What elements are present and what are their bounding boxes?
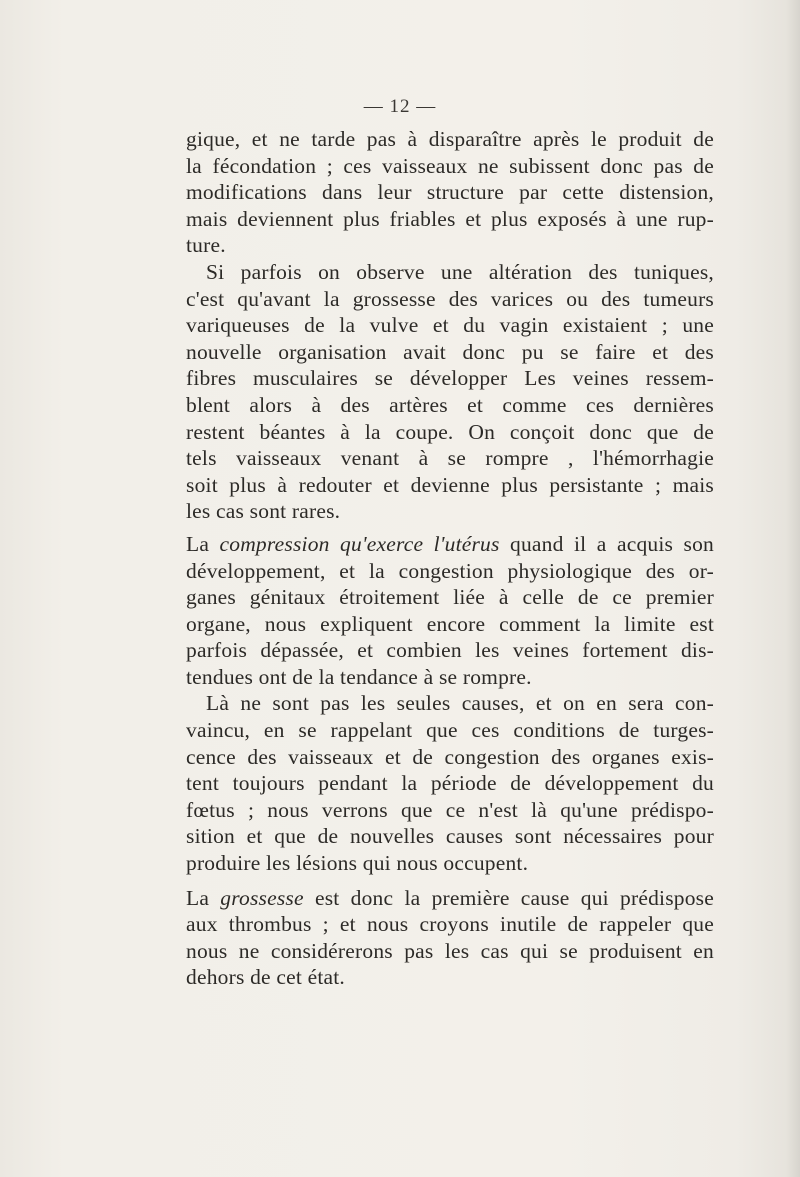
- text-run: La: [186, 531, 220, 556]
- text-line: parfois dépassée, et combien les veines fortement dis-: [186, 638, 714, 663]
- text-line: tendues ont de la tendance à se rompre.: [186, 664, 532, 689]
- text-line: aux thrombus ; et nous croyons inutile de rappeler que: [186, 912, 714, 937]
- paragraph-4: [186, 690, 714, 876]
- paragraph-5: [186, 885, 714, 991]
- text-line: fibres musculaires se développer Les veines ressem-: [186, 366, 714, 391]
- text-line: les cas sont rares.: [186, 499, 341, 524]
- page-number: — 12 —: [363, 96, 437, 117]
- page-edge-shadow: [786, 0, 800, 1177]
- text-line: variqueuses de la vulve et du vagin existaient ; une: [186, 313, 714, 338]
- text-line: tent toujours pendant la période de développement du: [186, 771, 714, 796]
- paragraph-1: [186, 126, 714, 259]
- text-line: développement, et la congestion physiologique des or-: [186, 558, 714, 583]
- text-line: gique, et ne tarde pas à disparaître après le produit de: [186, 127, 714, 151]
- text-line: la fécondation ; ces vaisseaux ne subissent donc pas de: [186, 153, 714, 178]
- text-line: produire les lésions qui nous occupent.: [186, 851, 529, 876]
- text-line: [186, 885, 714, 912]
- text-run: quand il a acquis son: [499, 531, 715, 556]
- emphasis-text: compression qu'exerce l'utérus: [219, 531, 500, 556]
- text-line: fœtus ; nous verrons que ce n'est là qu'une prédispo-: [186, 797, 714, 822]
- emphasis-text: grossesse: [220, 885, 304, 910]
- text-line: nouvelle organisation avait donc pu se faire et des: [186, 339, 714, 364]
- text-line: vaincu, en se rappelant que ces conditions de turges-: [186, 718, 714, 743]
- text-line: restent béantes à la coupe. On conçoit donc que de: [186, 419, 714, 444]
- text-line: organe, nous expliquent encore comment la limite est: [186, 611, 714, 636]
- text-line: modifications dans leur structure par cette distension,: [186, 180, 714, 205]
- text-line: [186, 531, 714, 558]
- paragraph-3: [186, 531, 714, 691]
- text-run: La: [186, 885, 221, 910]
- text-line: ture.: [186, 233, 226, 258]
- paragraph-2: [186, 259, 714, 525]
- text-line: Si parfois on observe une altération des tuniques,: [206, 259, 714, 284]
- text-line: sition et que de nouvelles causes sont nécessaires pour: [186, 824, 714, 849]
- text-line: Là ne sont pas les seules causes, et on en sera con-: [206, 691, 714, 716]
- body-text: [186, 126, 714, 991]
- text-line: ganes génitaux étroitement liée à celle de ce premier: [186, 585, 714, 610]
- text-line: cence des vaisseaux et de congestion des organes exis-: [186, 744, 714, 769]
- text-line: nous ne considérerons pas les cas qui se produisent en: [186, 938, 714, 963]
- text-line: blent alors à des artères et comme ces dernières: [186, 392, 714, 417]
- text-line: dehors de cet état.: [186, 965, 346, 990]
- text-line: mais deviennent plus friables et plus exposés à une rup-: [186, 206, 714, 231]
- text-run: est donc la première cause qui prédispose: [303, 885, 714, 910]
- text-line: soit plus à redouter et devienne plus persistante ; mais: [186, 472, 714, 497]
- text-line: c'est qu'avant la grossesse des varices ou des tumeurs: [186, 286, 714, 311]
- text-line: tels vaisseaux venant à se rompre , l'hémorrhagie: [186, 446, 714, 471]
